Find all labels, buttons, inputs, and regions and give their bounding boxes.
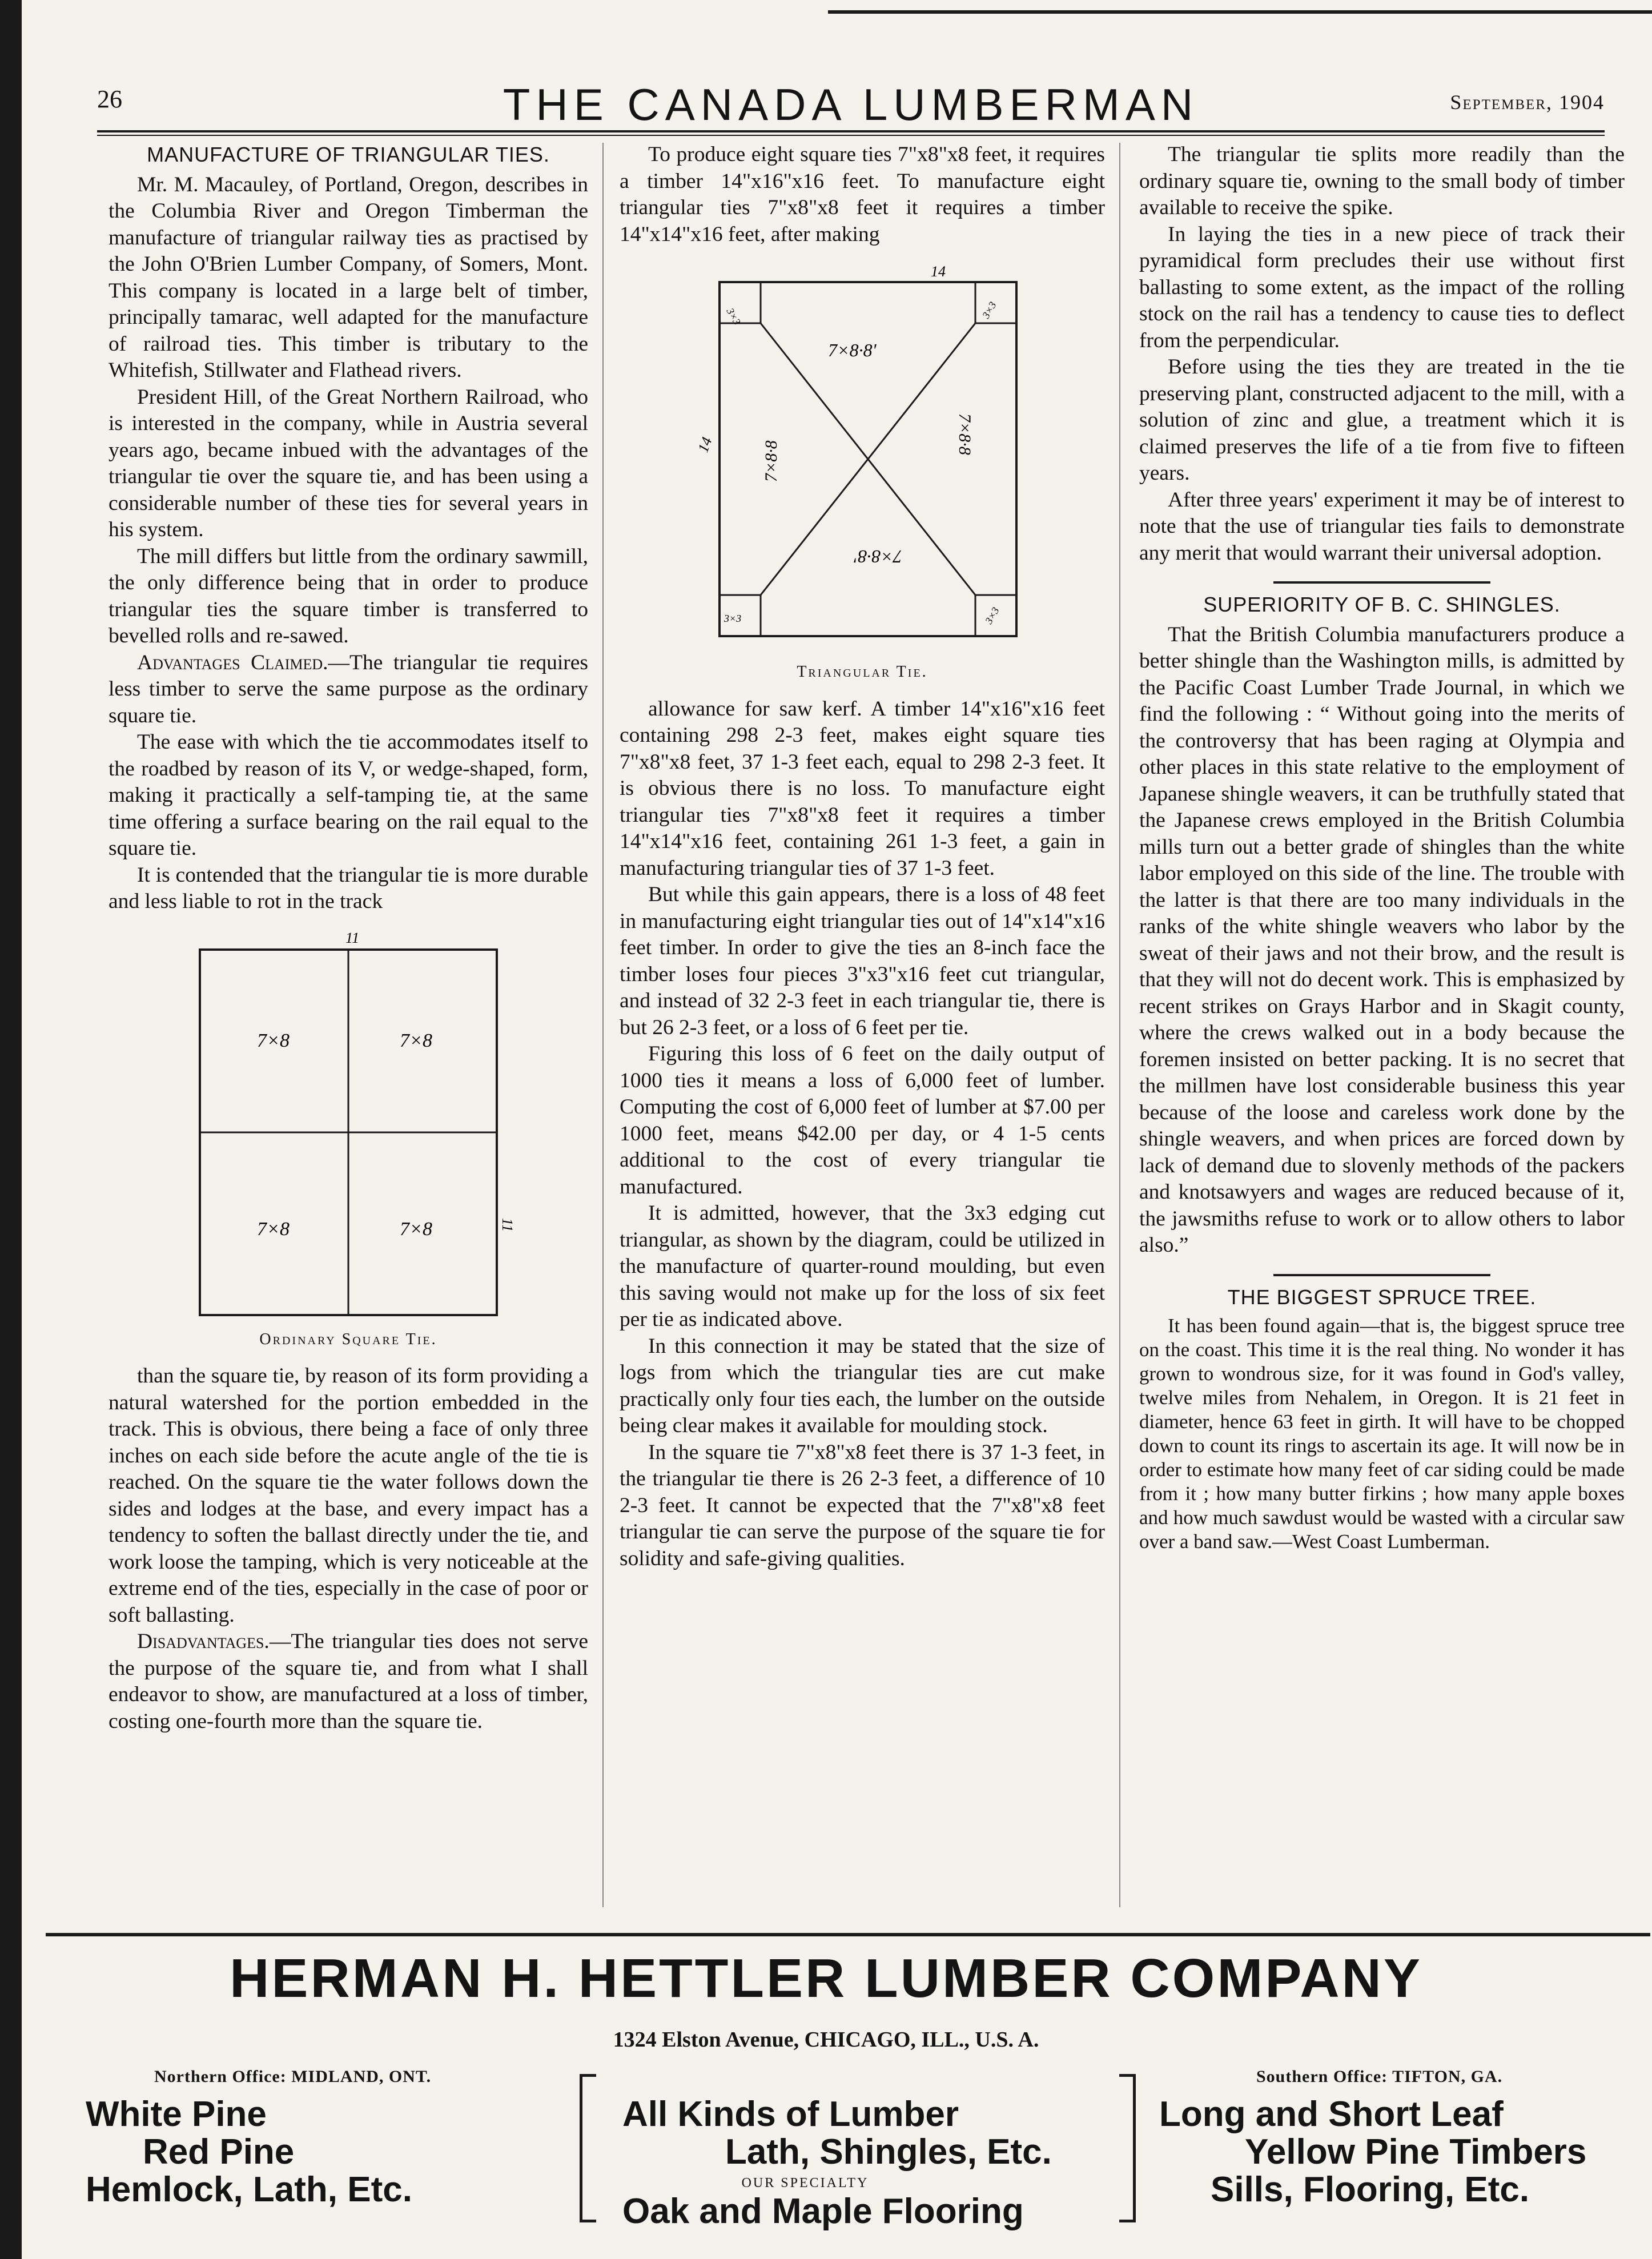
paragraph: It is admitted, however, that the 3x3 edging cut triangular, as shown by the diagram, could be utilized in the manufacture of quarter-round moulding, but even this saving would not make up for the loss of six feet per tie as indicated above. xyxy=(620,1201,1105,1331)
product-line: Long and Short Leaf xyxy=(1159,2095,1504,2134)
cell-label: 7×8 xyxy=(257,1218,290,1240)
paragraph: But while this gain appears, there is a loss of 48 feet in manufacturing eight triangular ties out of 14"x14"x16 feet timber. In order to give the ties an 8-inch face the timber loses four pieces 3"x3"x16 feet cut triangular, and instead of 32 2-3 feet in each triangular tie, there is but 26 2-3 feet, or a loss of 6 feet per tie. xyxy=(620,883,1105,1039)
section-label: 7×8·8' xyxy=(854,546,902,567)
column-2 xyxy=(620,142,1105,1572)
north-products xyxy=(86,2096,485,2209)
article-title: THE BIGGEST SPRUCE TREE. xyxy=(1227,1285,1537,1309)
product-line: Yellow Pine Timbers xyxy=(1245,2132,1587,2172)
paragraph: In the square tie 7"x8"x8 feet there is 37 1-3 feet, in the triangular tie there is 26 2-3 feet, a difference of 10 2-3 feet. It cannot be expected that the 7"x8"x8 feet triangular tie can serve the purpose of the square tie for solidity and safe-giving qualities. xyxy=(620,1440,1105,1570)
product-line: Hemlock, Lath, Etc. xyxy=(86,2170,412,2209)
ad-address: 1324 Elston Avenue, CHICAGO, ILL., U.S. A. xyxy=(613,2028,1039,2052)
header-rule-thin xyxy=(97,135,1605,136)
top-rule xyxy=(828,10,1652,14)
figure-caption: Ordinary Square Tie. xyxy=(259,1330,437,1348)
left-bracket xyxy=(580,2074,596,2222)
paragraph: In laying the ties in a new piece of track their pyramidical form precludes their use without first ballasting to some extent, as the impact of the rolling stock on the rail has a tendency to cause ties to deflect from the perpendicular. xyxy=(1139,222,1625,352)
corner-label: 3×3 xyxy=(980,299,999,320)
paragraph: Disadvantages.—The triangular ties does not serve the purpose of the square tie, and from what I shall endeavor to show, are manufactured at a loss of timber, costing one-fourth more than the square tie. xyxy=(108,1630,588,1733)
paragraph: than the square tie, by reason of its form providing a natural watershed for the portion embedded in the track. This is obvious, there being a face of only three inches on each side before the acute angle of the tie is reached. On the square tie the water follows down the sides and lodges at the base, and every impact has a tendency to soften the ballast directly under the tie, and work loose the tamping, which is very noticeable at the extreme end of the ties, especially in the case of poor or soft ballasting. xyxy=(108,1364,588,1627)
paragraph: Before using the ties they are treated in the tie preserving plant, constructed adjacent to the mill, with a solution of zinc and glue, a treatment which it is claimed preserves the life of a tie from five to fifteen years. xyxy=(1139,355,1625,485)
paragraph: Mr. M. Macauley, of Portland, Oregon, describes in the Columbia River and Oregon Timberman the manufacture of triangular railway ties as practised by the John O'Brien Lumber Company, of Somers, Mont. This company is located in a large belt of timber, principally tamarac, well adapted for the manufacture of railroad ties. This timber is tributary to the Whitefish, Stillwater and Flathead rivers. xyxy=(108,172,588,382)
square-tie-figure xyxy=(160,932,537,1321)
paragraph: Figuring this loss of 6 feet on the daily output of 1000 ties it means a loss of 6,000 feet of lumber. Computing the cost of 6,000 feet of lumber at $7.00 per 1000 feet, means $42.00 per day, or 4 1-5 cents additional to the cost of every triangular tie manufactured. xyxy=(620,1042,1105,1199)
dimension-label: 14 xyxy=(694,435,716,455)
dimension-label: 14 xyxy=(931,265,946,280)
page-number: 26 xyxy=(97,85,122,113)
article-title: SUPERIORITY OF B. C. SHINGLES. xyxy=(1203,593,1561,616)
column-divider xyxy=(602,143,604,1907)
article-separator xyxy=(1273,1274,1490,1276)
issue-date: September, 1904 xyxy=(1450,91,1605,114)
subhead: Advantages Claimed. xyxy=(137,650,328,674)
column-divider xyxy=(1119,143,1120,1907)
masthead: THE CANADA LUMBERMAN xyxy=(503,79,1199,130)
binding-edge xyxy=(0,0,22,2259)
dimension-label: 11 xyxy=(345,932,360,946)
column-1 xyxy=(108,142,588,1735)
paragraph: allowance for saw kerf. A timber 14"x16"x16 feet containing 298 2-3 feet, makes eight square ties 7"x8"x8 feet, 37 1-3 feet each, equal to 298 2-3 feet. It is obvious there is no loss. To manufacture eight triangular ties 7"x8"x8 feet it requires a timber 14"x14"x16 feet, containing 261 1-3 feet, a gain in manufacturing triangular ties of 37 1-3 feet. xyxy=(620,697,1105,880)
paragraph: The mill differs but little from the ordinary sawmill, the only difference being that in order to produce triangular ties the square timber is transferred to bevelled rolls and re-sawed. xyxy=(108,544,588,648)
product-line: White Pine xyxy=(86,2095,267,2134)
ad-company-name: HERMAN H. HETTLER LUMBER COMPANY xyxy=(230,1948,1422,2009)
cell-label: 7×8 xyxy=(257,1030,290,1051)
north-office: Northern Office: MIDLAND, ONT. xyxy=(154,2067,432,2086)
corner-label: 3×3 xyxy=(724,306,743,327)
section-label: 7×8·8 xyxy=(955,413,974,455)
paragraph: To produce eight square ties 7"x8"x8 feet, it requires a timber 14"x16"x16 feet. To manufacture eight triangular ties 7"x8"x8 feet it requires a timber 14"x14"x16 feet, after making xyxy=(620,143,1105,246)
section-label: 7×8·8 xyxy=(762,440,781,482)
article-title: MANUFACTURE OF TRIANGULAR TIES. xyxy=(147,143,550,166)
figure-caption: Triangular Tie. xyxy=(797,663,928,681)
paragraph: It has been found again—that is, the biggest spruce tree on the coast. This time it is the real thing. No wonder it has grown to wondrous size, for it was found in God's valley, twelve miles from Nehalem, in Oregon. It is 21 feet in diameter, hence 63 feet in girth. It will have to be chopped down to count its rings to ascertain its age. It will now be in order to estimate how many feet of car siding could be made from it ; how many butter firkins ; how many apple boxes and how much sawdust would be wasted with a circular saw over a band saw.—West Coast Lumberman. xyxy=(1139,1315,1625,1553)
cell-label: 7×8 xyxy=(400,1218,432,1240)
center-products xyxy=(622,2096,1136,2171)
corner-label: 3×3 xyxy=(983,605,1002,626)
article-separator xyxy=(1273,581,1490,584)
paragraph: President Hill, of the Great Northern Railroad, who is interested in the company, while in Austria several years ago, became inbued with the advantages of the triangular tie over the square tie, and has been using a considerable number of these ties for several years in his system. xyxy=(108,385,588,541)
south-office: Southern Office: TIFTON, GA. xyxy=(1256,2067,1503,2086)
product-line: All Kinds of Lumber xyxy=(622,2095,959,2134)
corner-label: 3×3 xyxy=(724,613,742,624)
dimension-label: 11 xyxy=(499,1217,516,1232)
paragraph: The ease with which the tie accommodates itself to the roadbed by reason of its V, or wedge-shaped, form, making it practically a self-tamping tie, at the same time offering a surface bearing on the rail equal to the square tie. xyxy=(108,730,588,860)
cell-label: 7×8 xyxy=(400,1030,432,1051)
paragraph: It is contended that the triangular tie is more durable and less liable to rot in the track xyxy=(108,863,588,913)
paragraph: After three years' experiment it may be of interest to note that the use of triangular ties fails to demonstrate any merit that would warrant their universal adoption. xyxy=(1139,488,1625,565)
subhead: Disadvantages. xyxy=(137,1630,270,1653)
paragraph: That the British Columbia manufacturers produce a better shingle than the Washington mills, is admitted by the Pacific Coast Lumber Trade Journal, in which we find the following : “ Without going into the merits of the controversy that has been raging at Olympia and other places in this state relative to the employment of Japanese shingle weavers, it can be truthfully stated that the Japanese crews employed in the British Columbia mills turn out a better grade of shingles than the white labor employed on this side of the line. The trouble with the latter is that there are too many individuals in the ranks of the white shingle weavers who labor by the sweat of their jaws and not their brow, and the result is that they will not do decent work. This is emphasized by recent strikes on Grays Harbor and in Skagit county, where the crews walked out in a body because the foremen insisted on better packing. It is no secret that the millmen have lost considerable business this year because of the loose and careless work done by the shingle weavers, and when prices are forced down by lack of demand due to slovenly methods of the packers and knotsawyers and wages are reduced because of it, the jawsmiths refuse to work or to allow others to labor also.” xyxy=(1139,622,1625,1257)
header-rule xyxy=(97,130,1605,132)
triangular-tie-figure xyxy=(662,265,1062,653)
paragraph: The triangular tie splits more readily than the ordinary square tie, owning to the small body of timber available to receive the spike. xyxy=(1139,143,1625,219)
product-line: Sills, Flooring, Etc. xyxy=(1211,2170,1530,2209)
south-products xyxy=(1159,2096,1645,2209)
page-header xyxy=(97,73,1605,136)
right-bracket xyxy=(1119,2074,1136,2222)
specialty-line: Oak and Maple Flooring xyxy=(622,2192,1024,2231)
product-line: Red Pine xyxy=(143,2132,295,2172)
paragraph: In this connection it may be stated that the size of logs from which the triangular ties are cut make practically only four ties each, the lumber on the outside being clear makes it available for moulding stock. xyxy=(620,1334,1105,1437)
paragraph: Advantages Claimed.—The triangular tie requires less timber to serve the same purpose as the ordinary square tie. xyxy=(108,650,588,727)
corner-box xyxy=(975,282,1016,323)
specialty-label: OUR SPECIALTY xyxy=(741,2176,869,2190)
product-line: Lath, Shingles, Etc. xyxy=(725,2132,1052,2172)
advertisement xyxy=(0,1924,1652,2259)
section-label: 7×8·8' xyxy=(828,340,877,360)
column-3 xyxy=(1139,142,1625,1554)
